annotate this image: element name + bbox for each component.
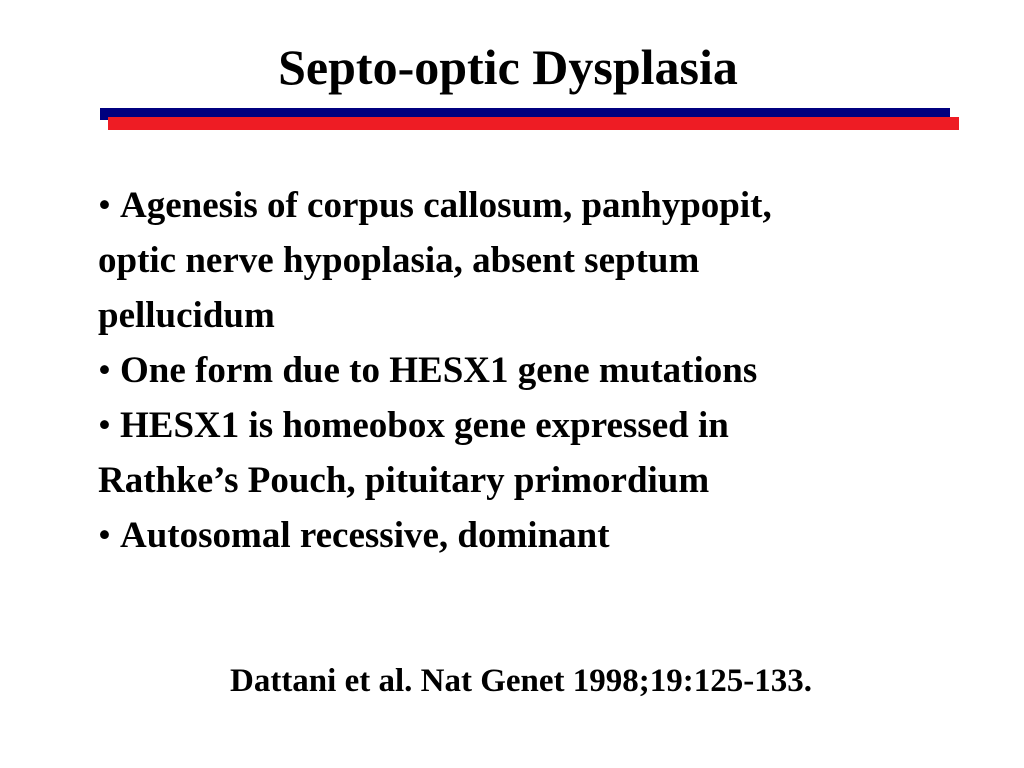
bullet-marker: • (98, 350, 111, 391)
bullet-text-line: Rathke’s Pouch, pituitary primordium (98, 460, 710, 501)
slide-title: Septo-optic Dysplasia (278, 39, 738, 95)
bullet-text-line: Autosomal recessive, dominant (120, 515, 610, 556)
bullet-item (98, 178, 978, 343)
citation: Dattani et al. Nat Genet 1998;19:125-133. (230, 663, 812, 699)
bullet-item (98, 398, 978, 508)
bullet-text-line: optic nerve hypoplasia, absent septum (98, 240, 700, 281)
bullet-marker: • (98, 185, 111, 226)
bullet-marker: • (98, 515, 111, 556)
bullet-text-line: pellucidum (98, 295, 275, 336)
bullet-marker: • (98, 405, 111, 446)
bullet-item (98, 508, 978, 563)
bullet-text-line: Agenesis of corpus callosum, panhypopit, (120, 185, 772, 226)
bullet-list (98, 178, 978, 563)
bullet-item (98, 343, 978, 398)
bullet-text-line: One form due to HESX1 gene mutations (120, 350, 758, 391)
title-underline-red (108, 117, 959, 130)
bullet-text-line: HESX1 is homeobox gene expressed in (120, 405, 729, 446)
